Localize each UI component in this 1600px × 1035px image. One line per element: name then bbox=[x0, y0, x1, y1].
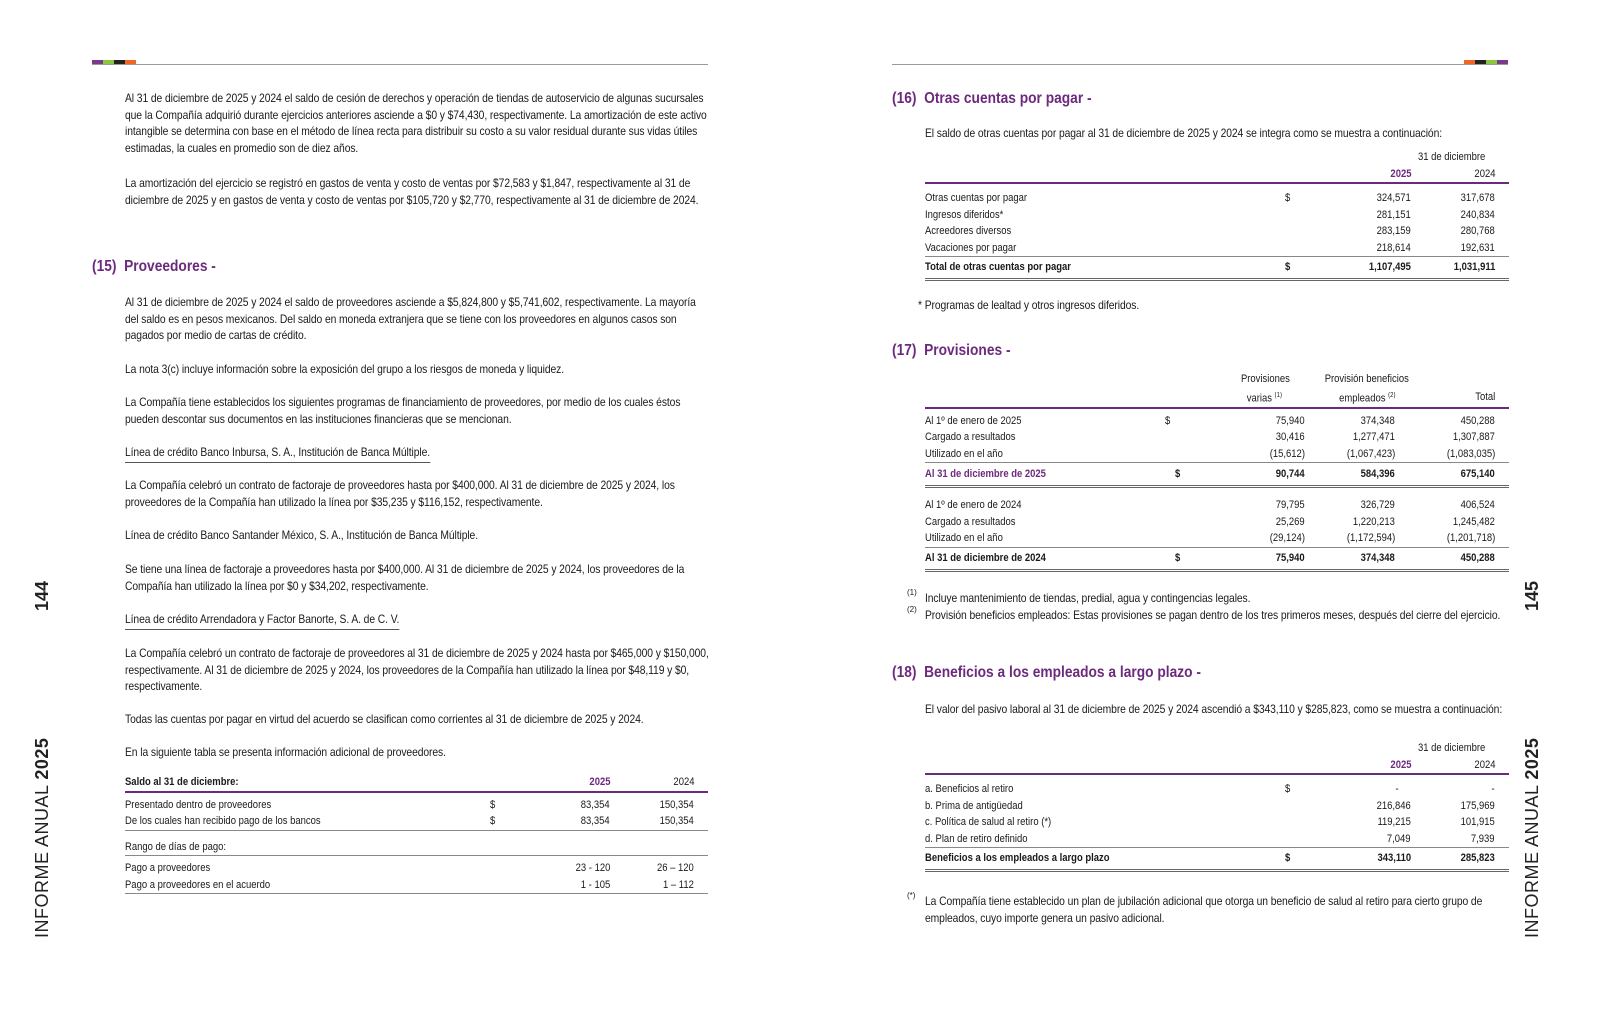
table-total-row: Al 31 de diciembre de 2025 $ 90,744 584,396 675,140 bbox=[925, 463, 1509, 487]
suppliers-col-2025: 2025 bbox=[588, 776, 610, 788]
table-total-row: Al 31 de diciembre de 2024 $ 75,940 374,348 450,288 bbox=[925, 547, 1509, 570]
table-row: a. Beneficios al retiro $ - - bbox=[925, 783, 1495, 795]
table-row: Al 1º de enero de 2025 $ 75,940 374,348 450,288 bbox=[925, 414, 1495, 427]
top-rule-left bbox=[92, 64, 708, 65]
footnote-2: (2) Provisión beneficios empleados: Estas provisiones se pagan dentro de los tres primeros meses, después del cierre del ejercicio. bbox=[907, 605, 1501, 622]
t17-col2-line2: empleados bbox=[1338, 392, 1386, 405]
long-term-benefits-table bbox=[925, 740, 1509, 872]
section-18-heading bbox=[892, 664, 1201, 682]
t17-col2-line1: Provisión beneficios bbox=[1324, 373, 1409, 385]
footnote-1: (1) Incluye mantenimiento de tiendas, predial, agua y contingencias legales. bbox=[907, 588, 1251, 605]
t18-col-2025: 2025 bbox=[1389, 758, 1411, 771]
table-row: Utilizado en el año (15,612) (1,067,423) (1,083,035) bbox=[925, 446, 1509, 463]
t16-col-2024: 2024 bbox=[1473, 167, 1495, 180]
left-side-label: INFORME ANUAL 2025 bbox=[32, 737, 52, 938]
paragraph-4: La nota 3(c) incluye información sobre la exposición del grupo a los riesgos de moneda y liquidez. bbox=[125, 362, 565, 376]
section-17-number: (17) bbox=[892, 342, 917, 359]
right-side-label: INFORME ANUAL 2025 bbox=[1522, 737, 1542, 938]
paragraph-2: La amortización del ejercicio se registró en gastos de venta y costo de ventas por $72,583 y $1,847, respectivamente al 31 de diciembre de 2025 y en gastos de venta y costo de ventas por $105,720 y $2,770, respectivamente al 31 de diciembre de 2024. bbox=[125, 176, 699, 207]
paragraph-1: Al 31 de diciembre de 2025 y 2024 el saldo de cesión de derechos y operación de tiendas de autoservicio de algunas sucursales que la Compañía adquirió durante ejercicios anteriores asciende a $0 y $74,430, respectivamente. La amortización de este activo intangible se determina con base en el método de línea recta para distribuir su costo a su valor residual durante sus vidas útiles estimadas, la cuales en promedio son de diez años. bbox=[125, 91, 707, 155]
section-17-heading bbox=[892, 342, 1011, 360]
t18-col-2024: 2024 bbox=[1473, 758, 1495, 771]
suppliers-table bbox=[125, 774, 708, 894]
table-row: Presentado dentro de proveedores $ 83,354 150,354 bbox=[125, 798, 694, 811]
table-row: Cargado a resultados 30,416 1,277,471 1,307,887 bbox=[925, 431, 1495, 444]
t16-col-2025: 2025 bbox=[1389, 167, 1411, 180]
table-row: c. Política de salud al retiro (*) 119,215 101,915 bbox=[925, 816, 1495, 828]
section-17-title: Provisiones - bbox=[924, 342, 1011, 359]
section-18-intro: El valor del pasivo laboral al 31 de diciembre de 2025 y 2024 ascendió a $343,110 y $285,823, como se muestra a continuación: bbox=[925, 702, 1503, 716]
section-16-intro: El saldo de otras cuentas por pagar al 31 de diciembre de 2025 y 2024 se integra como se muestra a continuación: bbox=[925, 126, 1443, 140]
section-16-heading bbox=[892, 90, 1092, 108]
paragraph-7: Se tiene una línea de factoraje a proveedores hasta por $400,000. Al 31 de diciembre de 2025 y 2024, los proveedores de la Compañía han utilizado la línea por $0 y $34,202, respectivamente. bbox=[125, 562, 685, 593]
table-row: Acreedores diversos 283,159 280,768 bbox=[925, 225, 1495, 237]
table-row: De los cuales han recibido pago de los bancos $ 83,354 150,354 bbox=[125, 813, 708, 830]
table-row: Cargado a resultados 25,269 1,220,213 1,245,482 bbox=[925, 515, 1495, 528]
table-row: Utilizado en el año (29,124) (1,172,594) (1,201,718) bbox=[925, 530, 1509, 547]
paragraph-8: La Compañía celebró un contrato de factoraje de proveedores al 31 de diciembre de 2025 y 2024 hasta por $465,000 y $150,000, respectivamente. Al 31 de diciembre de 2025 y 2024, los proveedores de la Compañía han utilizado la línea por $48,119 y $0, respectivamente. bbox=[125, 646, 709, 694]
t16-period: 31 de diciembre bbox=[1417, 151, 1485, 163]
footnote-3: (*) La Compañía tiene establecido un plan de jubilación adicional que otorga un beneficio de salud al retiro para cierto grupo de empleados, cuyo importe genera un pasivo adicional. bbox=[907, 891, 1483, 925]
table-row: Ingresos diferidos* 281,151 240,834 bbox=[925, 208, 1495, 221]
top-rule-right bbox=[892, 64, 1508, 65]
section-18-title: Beneficios a los empleados a largo plazo - bbox=[924, 664, 1201, 681]
table-total-row: Beneficios a los empleados a largo plazo $ 343,110 285,823 bbox=[925, 848, 1509, 871]
suppliers-header-label: Saldo al 31 de diciembre: bbox=[125, 776, 239, 788]
table-row: Pago a proveedores 23 - 120 26 – 120 bbox=[125, 862, 694, 874]
table-row: Otras cuentas por pagar $ 324,571 317,678 bbox=[925, 192, 1495, 204]
table-row: Pago a proveedores en el acuerdo 1 - 105 1 – 112 bbox=[125, 877, 708, 894]
t17-col3: Total bbox=[1475, 390, 1495, 403]
table-row: Vacaciones por pagar 218,614 192,631 bbox=[925, 240, 1509, 257]
section-16-note: * Programas de lealtad y otros ingresos diferidos. bbox=[918, 298, 1140, 312]
section-18-number: (18) bbox=[892, 664, 917, 681]
payment-range-label: Rango de días de pago: bbox=[125, 840, 226, 853]
paragraph-3: Al 31 de diciembre de 2025 y 2024 el saldo de proveedores asciende a $5,824,800 y $5,741,602, respectivamente. La mayoría del saldo es en pesos mexicanos. Del saldo en moneda extranjera que se tiene con los proveedores en algunos casos son pagados por medio de cartas de crédito. bbox=[125, 295, 696, 343]
right-page-number: 145 bbox=[1522, 580, 1542, 611]
paragraph-9: Todas las cuentas por pagar en virtud del acuerdo se clasifican como corrientes al 31 de diciembre de 2025 y 2024. bbox=[125, 712, 644, 726]
color-bar-right bbox=[1464, 60, 1508, 64]
table-row: d. Plan de retiro definido 7,049 7,939 bbox=[925, 831, 1509, 848]
credit-line-inbursa: Línea de crédito Banco Inbursa, S. A., Institución de Banca Múltiple. bbox=[125, 444, 430, 463]
section-15-heading bbox=[92, 258, 216, 276]
paragraph-10: En la siguiente tabla se presenta información adicional de proveedores. bbox=[125, 745, 446, 759]
right-page bbox=[800, 0, 1600, 1035]
section-15-title: Proveedores - bbox=[124, 258, 216, 275]
table-total-row: Total de otras cuentas por pagar $ 1,107,495 1,031,911 bbox=[925, 257, 1509, 280]
suppliers-col-2024: 2024 bbox=[672, 776, 694, 788]
credit-line-banorte: Línea de crédito Arrendadora y Factor Banorte, S. A. de C. V. bbox=[125, 611, 399, 630]
paragraph-5: La Compañía tiene establecidos los siguientes programas de financiamiento de proveedores, por medio de los cuales éstos pueden descontar sus documentos en las instituciones financieras que se mencionan. bbox=[125, 395, 681, 426]
t17-col1-line2: varias bbox=[1246, 392, 1273, 405]
table-row: Al 1º de enero de 2024 79,795 326,729 406,524 bbox=[925, 499, 1495, 512]
t18-period: 31 de diciembre bbox=[1417, 742, 1485, 754]
provisions-table: Provisiones Provisión beneficios varias $^{(1)}$ empleados $^{(2)}$ Total Al 1º de enero de 2025 $ 75,940 374,348 450,288 Cargado a resultados 30,416 1,277,471 1,307,887 Utilizado en el año (15,612) (1,067,423) (1,083,035) Al 31 de diciembre de 2025 $ 90,744 584,396 675,140 Al 1º de enero de 2024 79,795 326,729 406,524 Cargado a resultados 25,269 1,220,213 1,245,482 Utilizado en el año (29,124) (1,172,594) (1,201,718) Al 31 de diciembre de 2024 $ 75,940 374,348 450,288 bbox=[925, 371, 1509, 572]
section-16-number: (16) bbox=[892, 90, 917, 107]
t17-col1-line1: Provisiones bbox=[1241, 373, 1290, 385]
section-15-number: (15) bbox=[92, 258, 117, 275]
left-page-number: 144 bbox=[32, 580, 52, 611]
table-row: b. Prima de antigüedad 216,846 175,969 bbox=[925, 799, 1495, 812]
section-16-title: Otras cuentas por pagar - bbox=[924, 90, 1092, 107]
credit-line-santander: Línea de crédito Banco Santander México, S. A., Institución de Banca Múltiple. bbox=[125, 528, 478, 542]
paragraph-6: La Compañía celebró un contrato de factoraje de proveedores hasta por $400,000. Al 31 de diciembre de 2025 y 2024, los proveedores de la Compañía han utilizado la línea por $35,235 y $116,152, respectivamente. bbox=[125, 478, 675, 509]
other-payables-table bbox=[925, 149, 1509, 281]
